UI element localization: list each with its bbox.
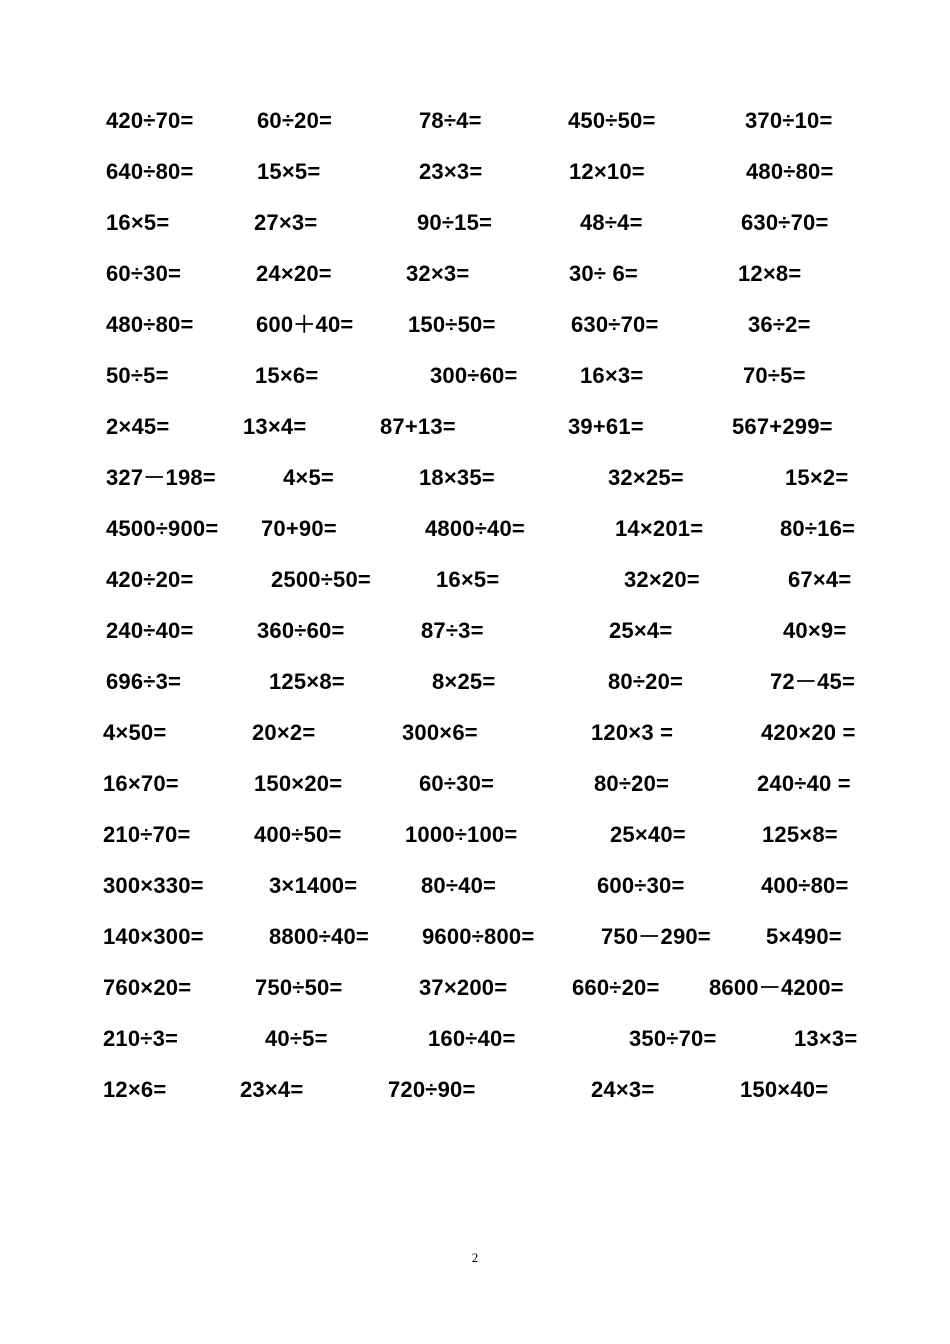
problem-r18-c3: 37×200=	[419, 975, 508, 1000]
problem-r18-c1: 760×20=	[103, 975, 192, 1000]
page-number: 2	[471, 1250, 479, 1265]
problem-r13-c2: 20×2=	[252, 720, 316, 745]
problem-r5-c3: 150÷50=	[408, 312, 496, 337]
problem-r7-c5: 567+299=	[732, 414, 833, 439]
problem-r17-c4: 750－290=	[601, 924, 711, 949]
problem-r10-c1: 420÷20=	[106, 567, 194, 592]
problem-r8-c2: 4×5=	[283, 465, 334, 490]
problem-r4-c1: 60÷30=	[106, 261, 182, 286]
problem-r8-c1: 327－198=	[106, 465, 216, 490]
problem-r6-c3: 300÷60=	[430, 363, 518, 388]
problem-r6-c1: 50÷5=	[106, 363, 169, 388]
problem-r1-c4: 450÷50=	[568, 108, 656, 133]
problem-r4-c2: 24×20=	[256, 261, 332, 286]
problem-r11-c3: 87÷3=	[421, 618, 484, 643]
problem-r17-c5: 5×490=	[766, 924, 842, 949]
problem-r17-c3: 9600÷800=	[422, 924, 535, 949]
problem-r18-c2: 750÷50=	[255, 975, 343, 1000]
problem-r6-c5: 70÷5=	[743, 363, 806, 388]
problem-r4-c4: 30÷ 6=	[569, 261, 638, 286]
problem-r20-c4: 24×3=	[591, 1077, 655, 1102]
problem-r7-c3: 87+13=	[380, 414, 456, 439]
problem-r19-c1: 210÷3=	[103, 1026, 179, 1051]
problem-r7-c4: 39+61=	[568, 414, 644, 439]
problem-r20-c2: 23×4=	[240, 1077, 304, 1102]
problem-r17-c2: 8800÷40=	[269, 924, 369, 949]
problem-r16-c4: 600÷30=	[597, 873, 685, 898]
problem-r20-c5: 150×40=	[740, 1077, 829, 1102]
problem-r10-c2: 2500÷50=	[271, 567, 371, 592]
problem-r8-c5: 15×2=	[785, 465, 849, 490]
problem-r12-c4: 80÷20=	[608, 669, 684, 694]
problem-r8-c3: 18×35=	[419, 465, 495, 490]
problem-r20-c3: 720÷90=	[388, 1077, 476, 1102]
problem-r5-c4: 630÷70=	[571, 312, 659, 337]
problem-r20-c1: 12×6=	[103, 1077, 167, 1102]
problem-r13-c4: 120×3 =	[591, 720, 674, 745]
problem-r6-c2: 15×6=	[255, 363, 319, 388]
problem-r14-c1: 16×70=	[103, 771, 179, 796]
problem-r2-c5: 480÷80=	[746, 159, 834, 184]
problem-r2-c2: 15×5=	[257, 159, 321, 184]
problem-r18-c5: 8600－4200=	[709, 975, 844, 1000]
problem-r14-c2: 150×20=	[254, 771, 343, 796]
problem-r14-c3: 60÷30=	[419, 771, 495, 796]
problem-r11-c1: 240÷40=	[106, 618, 194, 643]
problem-r11-c4: 25×4=	[609, 618, 673, 643]
problem-r14-c4: 80÷20=	[594, 771, 670, 796]
problem-r2-c1: 640÷80=	[106, 159, 194, 184]
problem-r16-c5: 400÷80=	[761, 873, 849, 898]
problem-r13-c1: 4×50=	[103, 720, 167, 745]
problem-r9-c5: 80÷16=	[780, 516, 856, 541]
problem-r2-c3: 23×3=	[419, 159, 483, 184]
problem-r16-c3: 80÷40=	[421, 873, 497, 898]
problem-r12-c1: 696÷3=	[106, 669, 182, 694]
problem-r19-c2: 40÷5=	[265, 1026, 328, 1051]
problem-r9-c3: 4800÷40=	[425, 516, 525, 541]
problem-r7-c1: 2×45=	[106, 414, 170, 439]
problem-r5-c1: 480÷80=	[106, 312, 194, 337]
problem-r12-c3: 8×25=	[432, 669, 496, 694]
problem-r12-c2: 125×8=	[269, 669, 345, 694]
problem-r2-c4: 12×10=	[569, 159, 645, 184]
problem-r12-c5: 72－45=	[770, 669, 855, 694]
problem-r3-c1: 16×5=	[106, 210, 170, 235]
problem-r6-c4: 16×3=	[580, 363, 644, 388]
problem-r5-c5: 36÷2=	[748, 312, 811, 337]
problem-r16-c2: 3×1400=	[269, 873, 358, 898]
problem-r4-c3: 32×3=	[406, 261, 470, 286]
problem-r19-c3: 160÷40=	[428, 1026, 516, 1051]
problem-r3-c5: 630÷70=	[741, 210, 829, 235]
problem-r15-c5: 125×8=	[762, 822, 838, 847]
problem-r1-c5: 370÷10=	[745, 108, 833, 133]
problem-r1-c2: 60÷20=	[257, 108, 333, 133]
problem-r14-c5: 240÷40 =	[757, 771, 851, 796]
problem-r18-c4: 660÷20=	[572, 975, 660, 1000]
problem-r10-c3: 16×5=	[436, 567, 500, 592]
problem-r5-c2: 600＋40=	[256, 312, 354, 337]
problem-r1-c3: 78÷4=	[419, 108, 482, 133]
problem-r3-c2: 27×3=	[254, 210, 318, 235]
problem-r11-c2: 360÷60=	[257, 618, 345, 643]
problem-r17-c1: 140×300=	[103, 924, 204, 949]
problem-r4-c5: 12×8=	[738, 261, 802, 286]
problem-r9-c2: 70+90=	[261, 516, 337, 541]
problem-r9-c1: 4500÷900=	[106, 516, 219, 541]
problem-r10-c5: 67×4=	[788, 567, 852, 592]
problem-r15-c3: 1000÷100=	[405, 822, 518, 847]
problem-r15-c1: 210÷70=	[103, 822, 191, 847]
problem-r8-c4: 32×25=	[608, 465, 684, 490]
problem-r3-c3: 90÷15=	[417, 210, 493, 235]
problem-r11-c5: 40×9=	[783, 618, 847, 643]
problem-r3-c4: 48÷4=	[580, 210, 643, 235]
problem-r16-c1: 300×330=	[103, 873, 204, 898]
problem-r7-c2: 13×4=	[243, 414, 307, 439]
problem-r15-c4: 25×40=	[610, 822, 686, 847]
problem-r15-c2: 400÷50=	[254, 822, 342, 847]
problem-r1-c1: 420÷70=	[106, 108, 194, 133]
problem-r19-c4: 350÷70=	[629, 1026, 717, 1051]
problem-r13-c3: 300×6=	[402, 720, 478, 745]
problem-r13-c5: 420×20 =	[761, 720, 856, 745]
problem-r19-c5: 13×3=	[794, 1026, 858, 1051]
problem-r9-c4: 14×201=	[615, 516, 704, 541]
problem-r10-c4: 32×20=	[624, 567, 700, 592]
